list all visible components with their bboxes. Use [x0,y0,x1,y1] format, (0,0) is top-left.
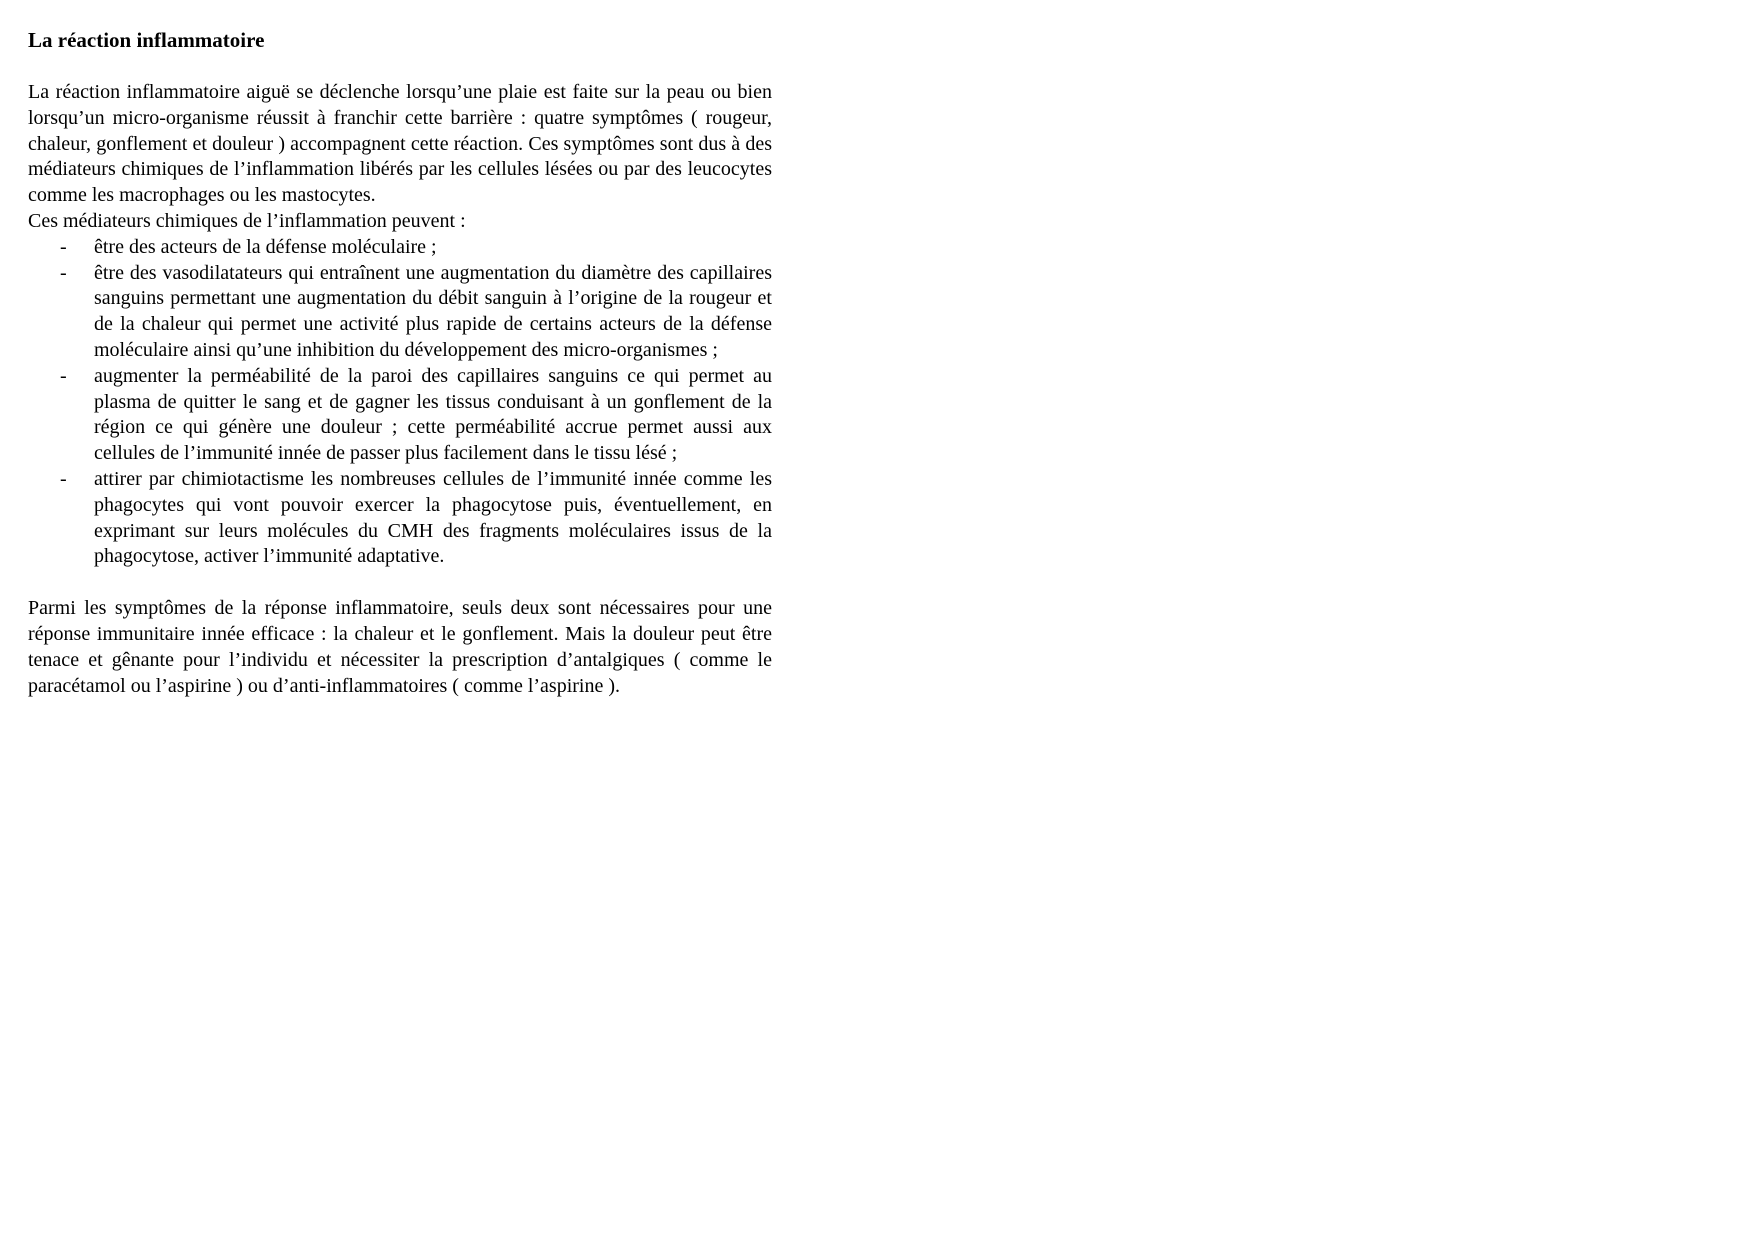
list-item [28,235,772,261]
dash-marker: - [60,364,67,387]
dash-marker: - [60,235,67,258]
list-item [28,467,772,570]
list-item [28,261,772,364]
closing-paragraph: Parmi les symptômes de la réponse inflammatoire, seuls deux sont nécessaires pour une réponse immunitaire innée efficace : la chaleur et le gonflement. Mais la douleur peut être tenace et gênante pour l’individu et nécessiter la prescription d’antalgiques ( comme le paracétamol ou l’aspirine ) ou d’anti-inflammatoires ( comme l’aspirine ). [28,597,772,697]
document-title: La réaction inflammatoire [28,28,265,52]
dash-marker: - [60,467,67,490]
dash-marker: - [60,261,67,284]
list-item-text: augmenter la perméabilité de la paroi des capillaires sanguins ce qui permet au plasma de quitter le sang et de gagner les tissus conduisant à un gonflement de la région ce qui génère une douleur ; cette perméabilité accrue permet aussi aux cellules de l’immunité innée de passer plus facilement dans le tissu lésé ; [94,364,772,465]
list-item [28,364,772,467]
bullet-list [28,235,772,570]
intro-paragraph: La réaction inflammatoire aiguë se déclenche lorsqu’une plaie est faite sur la peau ou bien lorsqu’un micro-organisme réussit à franchir cette barrière : quatre symptômes ( rougeur, chaleur, gonflement et douleur ) accompagnent cette réaction. Ces symptômes sont dus à des médiateurs chimiques de l’inflammation libérés par les cellules lésées ou par des leucocytes comme les macrophages ou les mastocytes. [28,81,772,207]
list-item-text: être des acteurs de la défense moléculaire ; [94,235,437,258]
list-intro: Ces médiateurs chimiques de l’inflammation peuvent : [28,209,466,232]
document-page [28,28,772,699]
list-item-text: être des vasodilatateurs qui entraînent une augmentation du diamètre des capillaires sanguins permettant une augmentation du débit sanguin à l’origine de la rougeur et de la chaleur qui permet une activité plus rapide de certains acteurs de la défense moléculaire ainsi qu’une inhibition du développement des micro-organismes ; [94,261,772,361]
list-item-text: attirer par chimiotactisme les nombreuses cellules de l’immunité innée comme les phagocytes qui vont pouvoir exercer la phagocytose puis, éventuellement, en exprimant sur leurs molécules du CMH des fragments moléculaires issus de la phagocytose, activer l’immunité adaptative. [94,467,772,568]
